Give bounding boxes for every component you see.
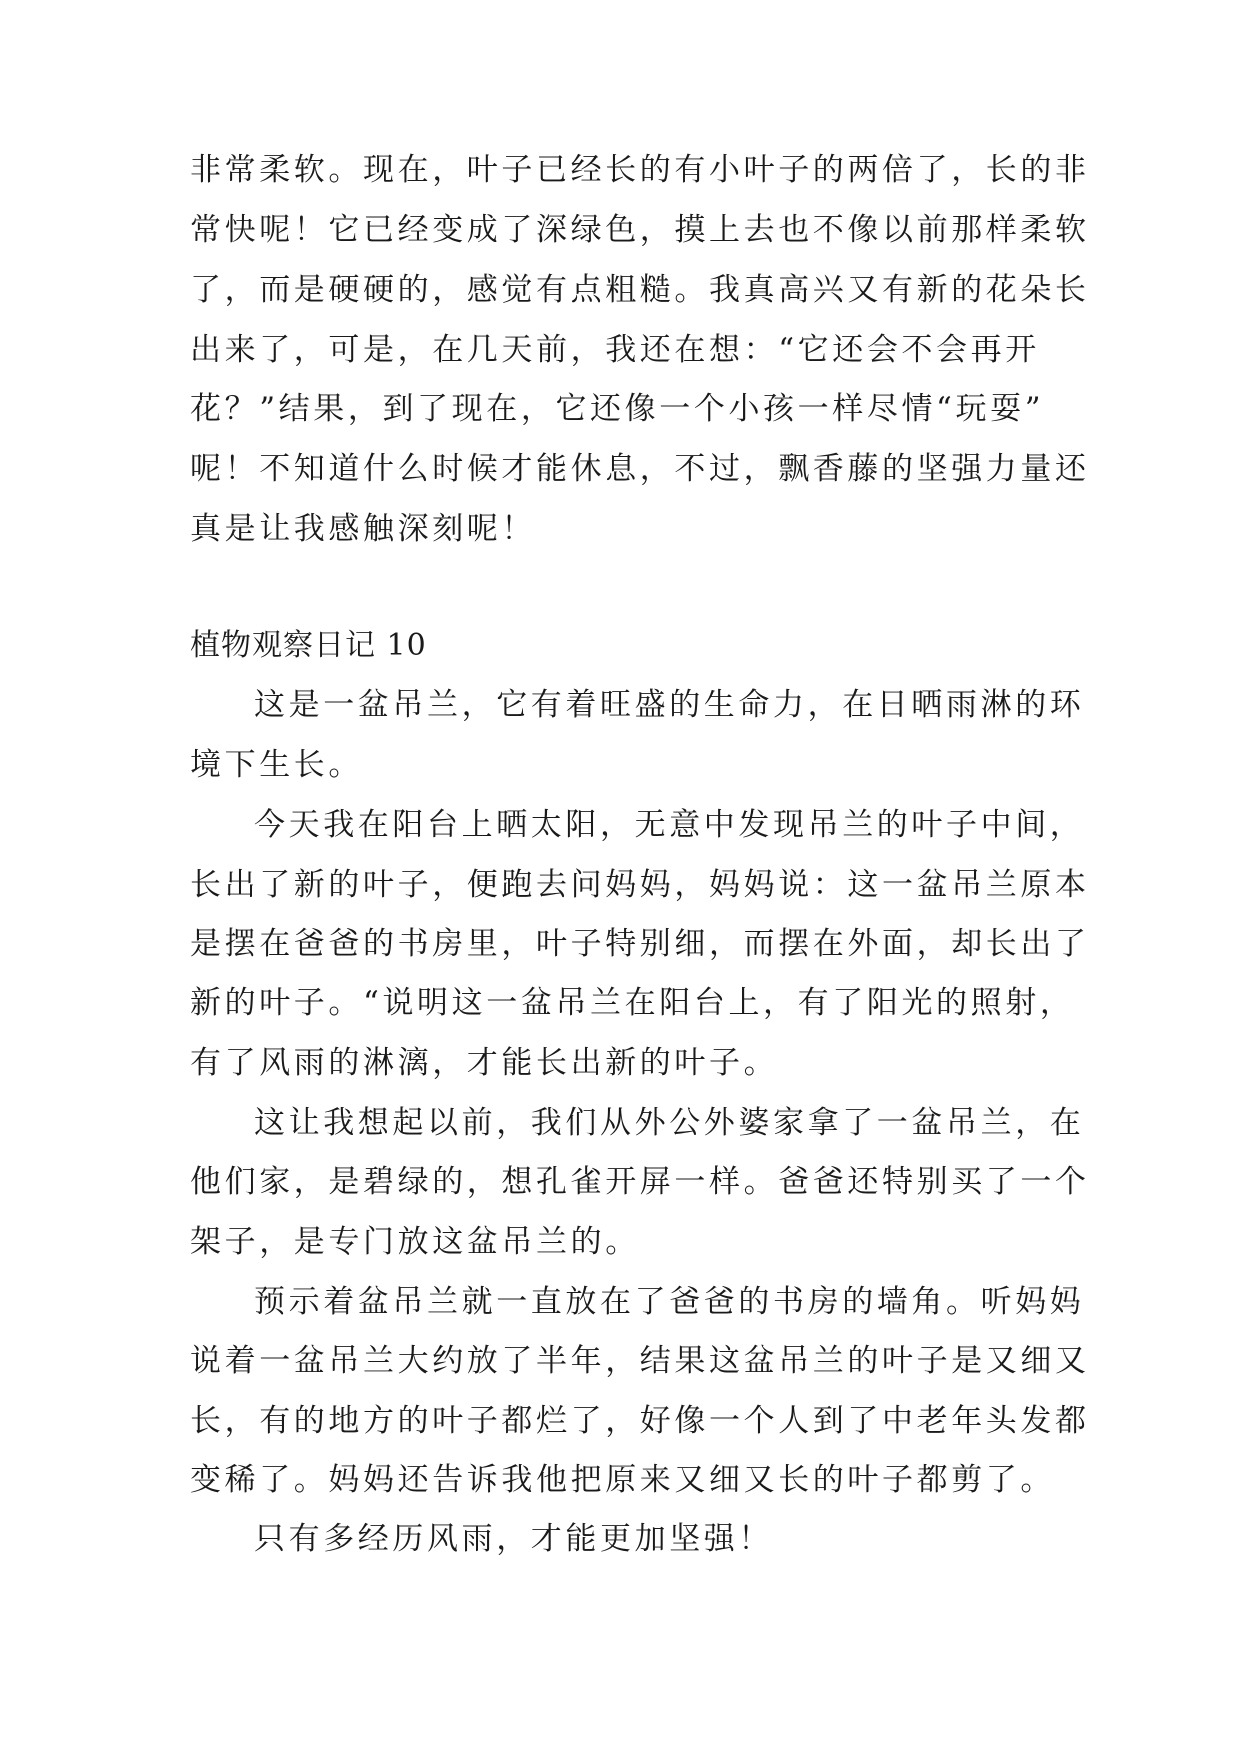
text-line: 长出了新的叶子，便跑去问妈妈，妈妈说：这一盆吊兰原本 [190, 867, 1090, 903]
text-line: 呢！不知道什么时候才能休息，不过，飘香藤的坚强力量还 [190, 451, 1090, 487]
text-line: 常快呢！它已经变成了深绿色，摸上去也不像以前那样柔软 [190, 212, 1090, 248]
text-line: 有了风雨的淋漓，才能长出新的叶子。 [190, 1045, 779, 1081]
text-line: 这是一盆吊兰，它有着旺盛的生命力，在日晒雨淋的环 [254, 687, 1085, 723]
text-line: 架子，是专门放这盆吊兰的。 [190, 1224, 640, 1260]
text-line: 新的叶子。“说明这一盆吊兰在阳台上，有了阳光的照射， [190, 985, 1075, 1021]
text-line: 他们家，是碧绿的，想孔雀开屏一样。爸爸还特别买了一个 [190, 1164, 1090, 1200]
section-title: 植物观察日记 10 [190, 628, 427, 663]
text-line: 预示着盆吊兰就一直放在了爸爸的书房的墙角。听妈妈 [254, 1284, 1085, 1320]
text-line: 了，而是硬硬的，感觉有点粗糙。我真高兴又有新的花朵长 [190, 272, 1090, 308]
text-line: 是摆在爸爸的书房里，叶子特别细，而摆在外面，却长出了 [190, 926, 1090, 962]
text-line: 花？”结果，到了现在，它还像一个小孩一样尽情“玩耍” [190, 391, 1045, 427]
text-line: 只有多经历风雨，才能更加坚强！ [254, 1521, 773, 1557]
text-line: 出来了，可是，在几天前，我还在想：“它还会不会再开 [190, 332, 1040, 368]
text-line: 变稀了。妈妈还告诉我他把原来又细又长的叶子都剪了。 [190, 1462, 1055, 1498]
text-line: 说着一盆吊兰大约放了半年，结果这盆吊兰的叶子是又细又 [190, 1343, 1090, 1379]
text-line: 今天我在阳台上晒太阳，无意中发现吊兰的叶子中间， [254, 807, 1085, 843]
text-line: 这让我想起以前，我们从外公外婆家拿了一盆吊兰，在 [254, 1105, 1085, 1141]
text-line: 非常柔软。现在，叶子已经长的有小叶子的两倍了，长的非 [190, 152, 1090, 188]
text-line: 长，有的地方的叶子都烂了，好像一个人到了中老年头发都 [190, 1403, 1090, 1439]
text-line: 境下生长。 [190, 747, 363, 783]
text-line: 真是让我感触深刻呢！ [190, 511, 536, 547]
